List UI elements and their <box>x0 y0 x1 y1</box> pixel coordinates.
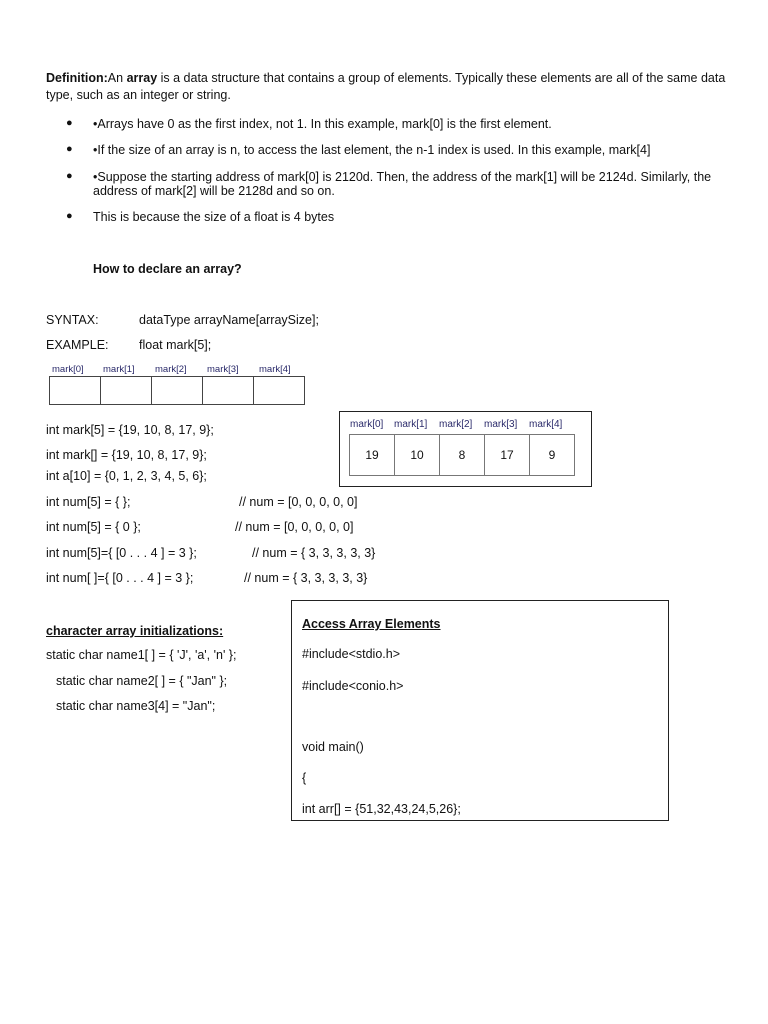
index-label: mark[4] <box>259 364 291 375</box>
code-comment: // num = [0, 0, 0, 0, 0] <box>239 495 358 509</box>
syntax-label: SYNTAX: <box>46 313 99 327</box>
index-label: mark[2] <box>155 364 187 375</box>
index-label: mark[1] <box>103 364 135 375</box>
filled-array-cells <box>350 434 575 476</box>
code-line: int num[5] = { }; <box>46 495 131 509</box>
char-line: static char name2[ ] = { "Jan" }; <box>56 674 228 688</box>
empty-array-cells <box>50 376 305 405</box>
array-cell <box>202 376 254 405</box>
char-line: static char name1[ ] = { 'J', 'a', 'n' }; <box>46 648 237 662</box>
code-line: int mark[] = {19, 10, 8, 17, 9}; <box>46 448 207 462</box>
bullet-icon: ● <box>66 117 73 129</box>
array-cell-value: 19 <box>349 434 395 476</box>
bullet-icon: ● <box>66 143 73 155</box>
index-label: mark[1] <box>394 419 428 430</box>
code-line: int arr[] = {51,32,43,24,5,26}; <box>302 802 461 816</box>
code-line: int a[10] = {0, 1, 2, 3, 4, 5, 6}; <box>46 469 207 483</box>
bullet-text: •If the size of an array is n, to access the last element, the n-1 index is used. In this example, mark[4] <box>93 143 651 157</box>
char-line: static char name3[4] = "Jan"; <box>56 699 216 713</box>
code-line: int mark[5] = {19, 10, 8, 17, 9}; <box>46 423 214 437</box>
syntax-value: dataType arrayName[arraySize]; <box>139 313 319 327</box>
array-cell <box>151 376 203 405</box>
definition-term: array <box>126 71 158 85</box>
example-label: EXAMPLE: <box>46 338 109 352</box>
code-comment: // num = { 3, 3, 3, 3, 3} <box>244 571 368 585</box>
index-label: mark[3] <box>207 364 239 375</box>
code-comment: // num = [0, 0, 0, 0, 0] <box>235 520 354 534</box>
array-cell-value: 8 <box>439 434 485 476</box>
code-line: int num[ ]={ [0 . . . 4 ] = 3 }; <box>46 571 194 585</box>
index-label: mark[0] <box>350 419 384 430</box>
declare-heading: How to declare an array? <box>93 262 242 276</box>
index-label: mark[4] <box>529 419 563 430</box>
array-cell-value: 10 <box>394 434 440 476</box>
index-label: mark[3] <box>484 419 518 430</box>
bullet-text: This is because the size of a float is 4 bytes <box>93 210 335 224</box>
char-heading: character array initializations: <box>46 624 224 638</box>
filled-array-diagram <box>339 411 592 487</box>
array-cell <box>100 376 152 405</box>
bullet-text: •Arrays have 0 as the first index, not 1. In this example, mark[0] is the first element. <box>93 117 552 131</box>
array-cell <box>49 376 101 405</box>
code-line: int num[5]={ [0 . . . 4 ] = 3 }; <box>46 546 197 560</box>
code-line: { <box>302 771 307 785</box>
array-cell <box>253 376 305 405</box>
bullet-icon: ● <box>66 170 73 182</box>
code-line: void main() <box>302 740 364 754</box>
index-label: mark[2] <box>439 419 473 430</box>
definition-pre: An <box>107 71 127 85</box>
array-cell-value: 9 <box>529 434 575 476</box>
bullet-icon: ● <box>66 210 73 222</box>
definition-paragraph <box>46 70 736 103</box>
definition-rest: is a data structure that contains a group of elements. Typically these elements are all of the same data type, such as an integer or string. <box>46 71 726 102</box>
access-array-box <box>291 600 669 821</box>
index-label: mark[0] <box>52 364 84 375</box>
example-value: float mark[5]; <box>139 338 212 352</box>
code-comment: // num = { 3, 3, 3, 3, 3} <box>252 546 376 560</box>
access-heading: Access Array Elements <box>302 617 441 631</box>
code-line: #include<conio.h> <box>302 679 404 693</box>
bullet-text: •Suppose the starting address of mark[0] is 2120d. Then, the address of the mark[1] will be 2124d. Similarly, the address of mark[2] will be 2128d and so on. <box>93 170 712 198</box>
code-line: int num[5] = { 0 }; <box>46 520 141 534</box>
code-line: #include<stdio.h> <box>302 647 400 661</box>
definition-label: Definition: <box>46 71 108 85</box>
array-cell-value: 17 <box>484 434 530 476</box>
